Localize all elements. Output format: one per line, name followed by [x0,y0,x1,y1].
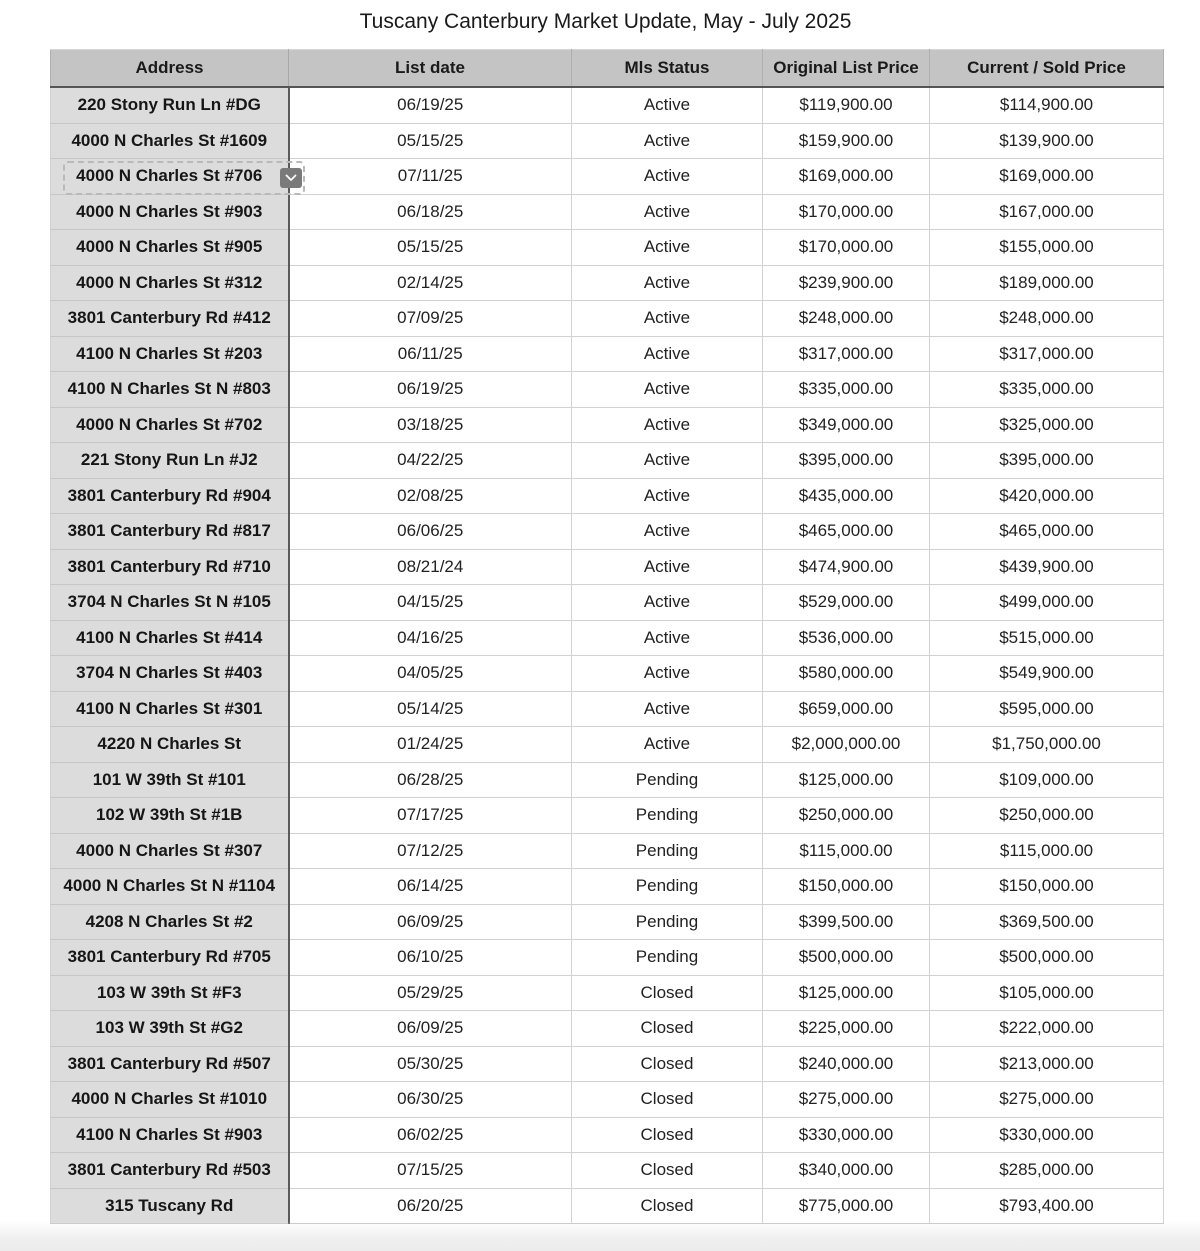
cell-mls-status[interactable]: Pending [572,869,763,905]
cell-original-list-price[interactable]: $536,000.00 [763,620,930,656]
address-text: 3801 Canterbury Rd #503 [67,1160,271,1180]
address-text: 4100 N Charles St #903 [76,1124,263,1144]
cell-original-list-price[interactable]: $119,900.00 [763,87,930,123]
address-text: 4000 N Charles St #905 [76,237,263,257]
cell-address[interactable] [51,904,289,940]
cell-list-date[interactable]: 06/09/25 [289,904,572,940]
bottom-fade [0,1221,1200,1251]
header-row [51,50,1164,88]
cell-original-list-price[interactable]: $335,000.00 [763,372,930,408]
cell-current-sold-price[interactable]: $114,900.00 [930,87,1164,123]
cell-list-date[interactable]: 06/06/25 [289,514,572,550]
page-title: Tuscany Canterbury Market Update, May - July 2025 [359,10,852,33]
cell-mls-status[interactable]: Pending [572,798,763,834]
table-row [51,265,1164,301]
cell-list-date[interactable]: 07/09/25 [289,301,572,337]
cell-current-sold-price[interactable]: $549,900.00 [930,656,1164,692]
cell-address[interactable] [51,940,289,976]
cell-list-date[interactable]: 05/15/25 [289,230,572,266]
cell-address[interactable] [51,869,289,905]
cell-current-sold-price[interactable]: $139,900.00 [930,123,1164,159]
cell-list-date[interactable]: 06/19/25 [289,87,572,123]
cell-current-sold-price[interactable]: $222,000.00 [930,1011,1164,1047]
cell-address[interactable] [51,762,289,798]
cell-address[interactable] [51,549,289,585]
cell-address[interactable] [51,1153,289,1189]
address-text: 315 Tuscany Rd [105,1195,234,1215]
market-table [50,49,1164,1224]
cell-list-date[interactable]: 05/14/25 [289,691,572,727]
column-header-mls-status[interactable]: Mls Status [572,50,763,88]
cell-list-date[interactable]: 02/08/25 [289,478,572,514]
cell-address[interactable] [51,407,289,443]
address-text: 4000 N Charles St #312 [76,272,263,292]
table-row [51,443,1164,479]
cell-current-sold-price[interactable]: $500,000.00 [930,940,1164,976]
address-text: 101 W 39th St #101 [92,769,246,789]
address-text: 103 W 39th St #G2 [95,1018,243,1038]
cell-current-sold-price[interactable]: $335,000.00 [930,372,1164,408]
cell-original-list-price[interactable]: $659,000.00 [763,691,930,727]
address-text: 4100 N Charles St #414 [76,627,263,647]
address-text: 3801 Canterbury Rd #904 [67,485,271,505]
cell-address[interactable] [51,656,289,692]
cell-original-list-price[interactable]: $150,000.00 [763,869,930,905]
cell-original-list-price[interactable]: $159,900.00 [763,123,930,159]
cell-address[interactable] [51,478,289,514]
address-text: 4000 N Charles St #903 [76,201,263,221]
cell-mls-status[interactable]: Active [572,301,763,337]
table-row [51,478,1164,514]
cell-list-date[interactable]: 02/14/25 [289,265,572,301]
cell-mls-status[interactable]: Active [572,372,763,408]
cell-original-list-price[interactable]: $170,000.00 [763,194,930,230]
cell-list-date[interactable]: 05/30/25 [289,1046,572,1082]
cell-original-list-price[interactable]: $2,000,000.00 [763,727,930,763]
table-row [51,301,1164,337]
table-row [51,1082,1164,1118]
cell-current-sold-price[interactable]: $595,000.00 [930,691,1164,727]
cell-original-list-price[interactable]: $349,000.00 [763,407,930,443]
cell-mls-status[interactable]: Active [572,585,763,621]
table-row [51,1153,1164,1189]
cell-mls-status[interactable]: Closed [572,975,763,1011]
table-row [51,549,1164,585]
address-text: 4220 N Charles St [97,734,242,754]
cell-address[interactable] [51,301,289,337]
cell-address[interactable] [51,691,289,727]
address-text: 4000 N Charles St N #1104 [63,876,276,896]
cell-list-date[interactable]: 04/05/25 [289,656,572,692]
column-header-original-list-price[interactable]: Original List Price [763,50,930,88]
table-row [51,691,1164,727]
cell-address[interactable] [51,975,289,1011]
address-text: 3704 N Charles St N #105 [67,592,271,612]
cell-mls-status[interactable]: Active [572,123,763,159]
cell-original-list-price[interactable]: $465,000.00 [763,514,930,550]
table-row [51,336,1164,372]
cell-original-list-price[interactable]: $239,900.00 [763,265,930,301]
cell-list-date[interactable]: 06/09/25 [289,1011,572,1047]
cell-address[interactable] [51,87,289,123]
cell-mls-status[interactable]: Active [572,478,763,514]
address-text: 4100 N Charles St #301 [76,698,263,718]
address-text: 4100 N Charles St N #803 [67,379,271,399]
column-header-address[interactable]: Address [51,50,289,88]
cell-current-sold-price[interactable]: $167,000.00 [930,194,1164,230]
cell-mls-status[interactable]: Pending [572,833,763,869]
market-table-container [50,49,1163,1224]
cell-mls-status[interactable]: Pending [572,940,763,976]
address-text: 3801 Canterbury Rd #705 [67,947,271,967]
cell-current-sold-price[interactable]: $515,000.00 [930,620,1164,656]
cell-address[interactable] [51,833,289,869]
cell-mls-status[interactable]: Active [572,514,763,550]
cell-original-list-price[interactable]: $115,000.00 [763,833,930,869]
cell-list-date[interactable]: 06/19/25 [289,372,572,408]
address-text: 4208 N Charles St #2 [85,911,253,931]
cell-current-sold-price[interactable]: $465,000.00 [930,514,1164,550]
chevron-down-icon [285,174,297,182]
cell-original-list-price[interactable]: $474,900.00 [763,549,930,585]
cell-list-date[interactable]: 04/15/25 [289,585,572,621]
cell-address[interactable] [51,620,289,656]
cell-original-list-price[interactable]: $435,000.00 [763,478,930,514]
cell-list-date[interactable]: 08/21/24 [289,549,572,585]
cell-current-sold-price[interactable]: $285,000.00 [930,1153,1164,1189]
table-header [51,50,1164,88]
cell-current-sold-price[interactable]: $317,000.00 [930,336,1164,372]
cell-original-list-price[interactable]: $340,000.00 [763,1153,930,1189]
cell-mls-status[interactable]: Active [572,230,763,266]
cell-original-list-price[interactable]: $240,000.00 [763,1046,930,1082]
cell-address[interactable] [51,194,289,230]
cell-list-date[interactable]: 06/30/25 [289,1082,572,1118]
table-row [51,656,1164,692]
cell-current-sold-price[interactable]: $275,000.00 [930,1082,1164,1118]
cell-list-date[interactable]: 06/10/25 [289,940,572,976]
cell-mls-status[interactable]: Active [572,407,763,443]
cell-address[interactable] [51,1117,289,1153]
cell-original-list-price[interactable]: $170,000.00 [763,230,930,266]
cell-original-list-price[interactable]: $169,000.00 [763,159,930,195]
cell-list-date[interactable]: 01/24/25 [289,727,572,763]
cell-address[interactable] [51,230,289,266]
table-row [51,372,1164,408]
table-row [51,123,1164,159]
cell-current-sold-price[interactable]: $169,000.00 [930,159,1164,195]
cell-current-sold-price[interactable]: $1,750,000.00 [930,727,1164,763]
table-row [51,87,1164,123]
cell-address[interactable] [51,372,289,408]
cell-original-list-price[interactable]: $500,000.00 [763,940,930,976]
cell-address[interactable] [51,1188,289,1224]
cell-mls-status[interactable]: Closed [572,1153,763,1189]
cell-mls-status[interactable]: Active [572,87,763,123]
column-header-current-sold-price[interactable]: Current / Sold Price [930,50,1164,88]
cell-list-date[interactable]: 06/18/25 [289,194,572,230]
cell-mls-status[interactable]: Active [572,194,763,230]
cell-current-sold-price[interactable]: $439,900.00 [930,549,1164,585]
cell-list-date[interactable]: 04/16/25 [289,620,572,656]
cell-address[interactable] [51,1011,289,1047]
cell-list-date[interactable]: 07/17/25 [289,798,572,834]
cell-mls-status[interactable]: Active [572,159,763,195]
table-row [51,833,1164,869]
cell-current-sold-price[interactable]: $189,000.00 [930,265,1164,301]
cell-list-date[interactable]: 06/11/25 [289,336,572,372]
address-text: 3801 Canterbury Rd #412 [67,308,271,328]
cell-current-sold-price[interactable]: $115,000.00 [930,833,1164,869]
cell-current-sold-price[interactable]: $395,000.00 [930,443,1164,479]
cell-mls-status[interactable]: Active [572,620,763,656]
cell-address[interactable] [51,1082,289,1118]
address-text: 4000 N Charles St #307 [76,840,263,860]
cell-mls-status[interactable]: Active [572,691,763,727]
table-body [51,87,1164,1224]
cell-current-sold-price[interactable]: $248,000.00 [930,301,1164,337]
address-text: 4000 N Charles St #1609 [71,130,268,150]
cell-mls-status[interactable]: Active [572,336,763,372]
cell-list-date[interactable]: 06/02/25 [289,1117,572,1153]
cell-original-list-price[interactable]: $330,000.00 [763,1117,930,1153]
cell-current-sold-price[interactable]: $109,000.00 [930,762,1164,798]
cell-mls-status[interactable]: Closed [572,1117,763,1153]
address-text: 3801 Canterbury Rd #817 [67,521,271,541]
cell-list-date[interactable]: 05/29/25 [289,975,572,1011]
cell-original-list-price[interactable]: $317,000.00 [763,336,930,372]
cell-mls-status[interactable]: Active [572,265,763,301]
column-header-list-date[interactable]: List date [289,50,572,88]
cell-address[interactable] [51,123,289,159]
cell-original-list-price[interactable]: $125,000.00 [763,762,930,798]
cell-mls-status[interactable]: Active [572,549,763,585]
cell-address[interactable] [51,1046,289,1082]
cell-original-list-price[interactable]: $125,000.00 [763,975,930,1011]
address-text: 103 W 39th St #F3 [96,982,242,1002]
cell-address[interactable] [51,514,289,550]
cell-address[interactable] [51,336,289,372]
cell-address[interactable] [51,265,289,301]
cell-address[interactable] [51,798,289,834]
address-text: 4100 N Charles St #203 [76,343,263,363]
cell-mls-status[interactable]: Closed [572,1188,763,1224]
cell-mls-status[interactable]: Closed [572,1011,763,1047]
cell-mls-status[interactable]: Active [572,443,763,479]
cell-list-date[interactable]: 05/15/25 [289,123,572,159]
cell-mls-status[interactable]: Active [572,656,763,692]
cell-dropdown-button[interactable] [280,168,302,188]
table-row [51,620,1164,656]
cell-original-list-price[interactable]: $225,000.00 [763,1011,930,1047]
address-text: 3801 Canterbury Rd #710 [67,556,271,576]
cell-list-date[interactable]: 03/18/25 [289,407,572,443]
table-row [51,230,1164,266]
table-row [51,869,1164,905]
cell-current-sold-price[interactable]: $105,000.00 [930,975,1164,1011]
table-row [51,1188,1164,1224]
cell-original-list-price[interactable]: $248,000.00 [763,301,930,337]
cell-current-sold-price[interactable]: $369,500.00 [930,904,1164,940]
cell-list-date[interactable]: 07/12/25 [289,833,572,869]
cell-address[interactable] [51,727,289,763]
cell-list-date[interactable]: 07/11/25 [289,159,572,195]
table-row [51,194,1164,230]
cell-original-list-price[interactable]: $580,000.00 [763,656,930,692]
cell-current-sold-price[interactable]: $155,000.00 [930,230,1164,266]
cell-current-sold-price[interactable]: $793,400.00 [930,1188,1164,1224]
table-row [51,585,1164,621]
cell-original-list-price[interactable]: $399,500.00 [763,904,930,940]
cell-list-date[interactable]: 07/15/25 [289,1153,572,1189]
cell-current-sold-price[interactable]: $213,000.00 [930,1046,1164,1082]
cell-list-date[interactable]: 04/22/25 [289,443,572,479]
cell-mls-status[interactable]: Pending [572,904,763,940]
table-row [51,407,1164,443]
cell-original-list-price[interactable]: $529,000.00 [763,585,930,621]
cell-address-selected[interactable] [51,159,289,195]
address-text: 4000 N Charles St #1010 [71,1089,268,1109]
cell-mls-status[interactable]: Closed [572,1082,763,1118]
cell-current-sold-price[interactable]: $420,000.00 [930,478,1164,514]
cell-mls-status[interactable]: Closed [572,1046,763,1082]
cell-original-list-price[interactable]: $275,000.00 [763,1082,930,1118]
table-row [51,798,1164,834]
address-text: 220 Stony Run Ln #DG [77,95,261,115]
cell-address[interactable] [51,585,289,621]
cell-list-date[interactable]: 06/14/25 [289,869,572,905]
table-row [51,1046,1164,1082]
cell-original-list-price[interactable]: $250,000.00 [763,798,930,834]
table-row [51,1011,1164,1047]
cell-original-list-price[interactable]: $395,000.00 [763,443,930,479]
cell-list-date[interactable]: 06/20/25 [289,1188,572,1224]
cell-list-date[interactable]: 06/28/25 [289,762,572,798]
cell-current-sold-price[interactable]: $325,000.00 [930,407,1164,443]
table-row [51,727,1164,763]
address-text: 3704 N Charles St #403 [76,663,263,683]
address-text: 3801 Canterbury Rd #507 [67,1053,271,1073]
table-row [51,904,1164,940]
address-text: 102 W 39th St #1B [96,805,243,825]
cell-mls-status[interactable]: Active [572,727,763,763]
cell-current-sold-price[interactable]: $499,000.00 [930,585,1164,621]
address-text: 4000 N Charles St #702 [76,414,263,434]
table-row [51,514,1164,550]
address-text: 4000 N Charles St #706 [76,166,263,186]
table-row [51,762,1164,798]
table-row [51,940,1164,976]
cell-original-list-price[interactable]: $775,000.00 [763,1188,930,1224]
cell-mls-status[interactable]: Pending [572,762,763,798]
table-row [51,159,1164,195]
table-row [51,975,1164,1011]
cell-current-sold-price[interactable]: $330,000.00 [930,1117,1164,1153]
address-text: 221 Stony Run Ln #J2 [80,450,258,470]
table-row [51,1117,1164,1153]
cell-current-sold-price[interactable]: $150,000.00 [930,869,1164,905]
cell-address[interactable] [51,443,289,479]
cell-current-sold-price[interactable]: $250,000.00 [930,798,1164,834]
